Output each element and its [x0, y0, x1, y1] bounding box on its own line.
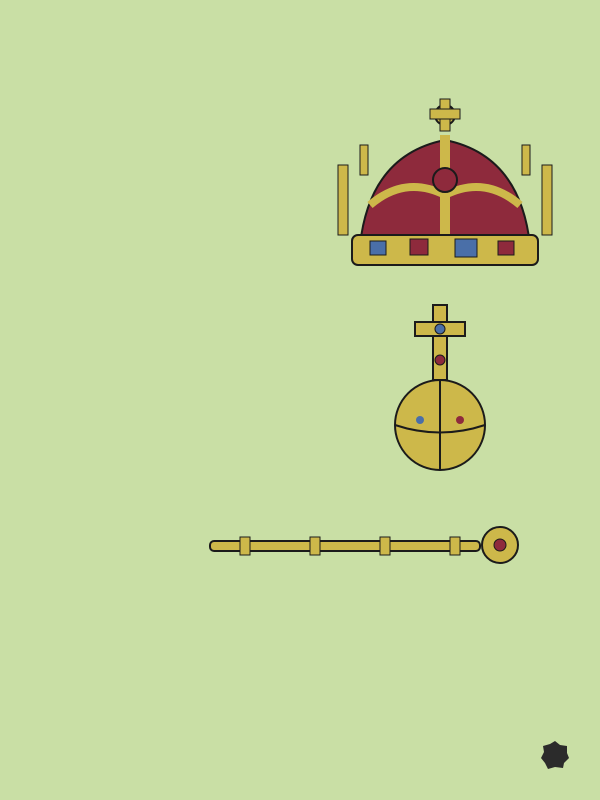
page-number-badge: [540, 740, 570, 770]
sceptre-illustration: [200, 515, 530, 575]
crown-illustration: [330, 95, 560, 280]
orb-illustration: [385, 300, 495, 475]
